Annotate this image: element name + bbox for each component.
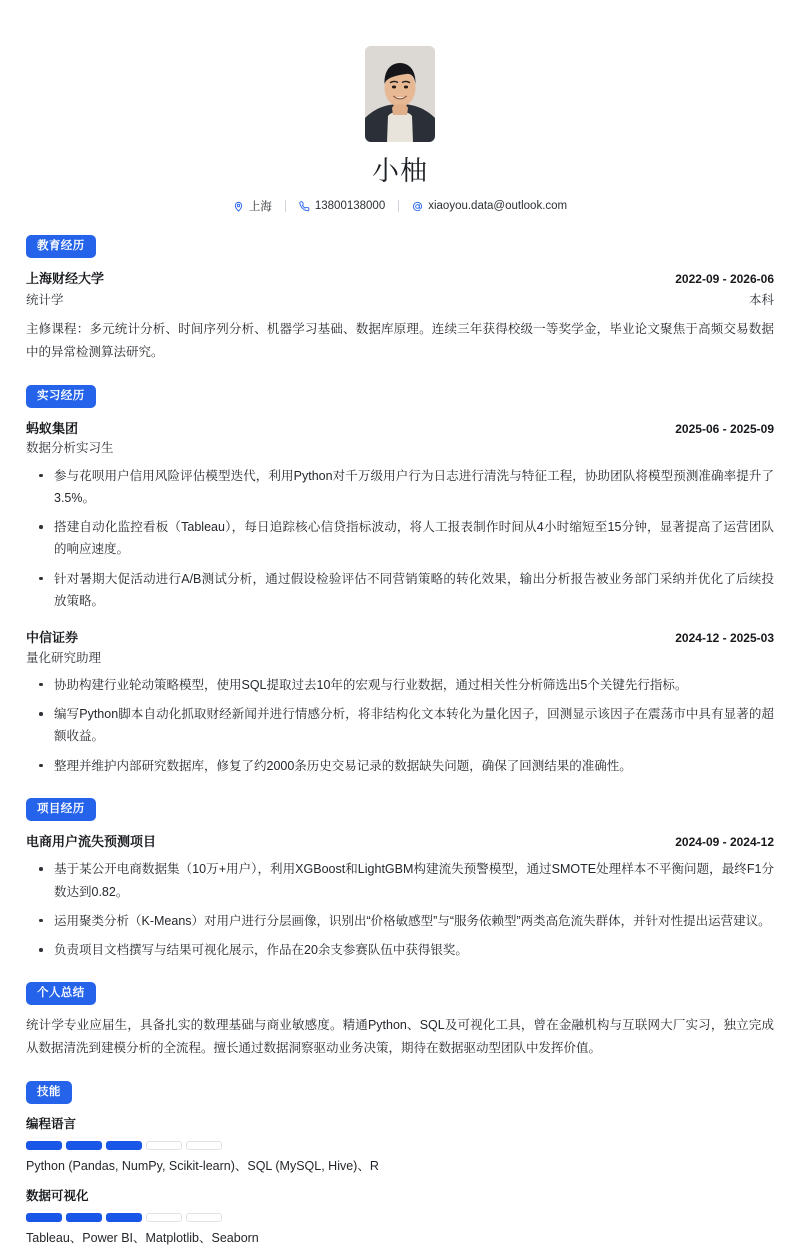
project-name: 电商用户流失预测项目 bbox=[26, 833, 157, 849]
skill-category-name: 编程语言 bbox=[26, 1117, 77, 1131]
list-item: 编写Python脚本自动化抓取财经新闻并进行情感分析，将非结构化文本转化为量化因子，回测显示该因子在震荡市中具有显著的超额收益。 bbox=[26, 703, 774, 748]
internship-entry bbox=[26, 420, 774, 612]
company-name: 蚂蚁集团 bbox=[26, 420, 79, 436]
entry-sub bbox=[26, 649, 774, 667]
page-title: 小柚 bbox=[372, 156, 428, 186]
location-pin-icon bbox=[233, 201, 244, 212]
contact-location bbox=[233, 198, 272, 214]
contact-location-text: 上海 bbox=[248, 201, 272, 214]
list-item: 负责项目文档撰写与结果可视化展示，作品在20余支参赛队伍中获得银奖。 bbox=[26, 939, 774, 961]
internship-date: 2025-06 - 2025-09 bbox=[675, 421, 774, 436]
list-item: 参与花呗用户信用风险评估模型迭代，利用Python对千万级用户行为日志进行清洗与特征工程，协助团队将模型预测准确率提升了3.5%。 bbox=[26, 465, 774, 510]
education-description: 主修课程：多元统计分析、时间序列分析、机器学习基础、数据库原理。连续三年获得校级一等奖学金，毕业论文聚焦于高频交易数据中的异常检测算法研究。 bbox=[26, 321, 774, 359]
job-title: 数据分析实习生 bbox=[26, 441, 114, 456]
section-badge-projects: 项目经历 bbox=[26, 798, 96, 821]
photo-wrapper bbox=[26, 46, 774, 142]
internship-entry bbox=[26, 629, 774, 777]
skill-segment-empty bbox=[186, 1213, 222, 1222]
skill-segment-empty bbox=[146, 1213, 182, 1222]
contact-phone-text: 13800138000 bbox=[314, 200, 386, 213]
section-skills bbox=[26, 1081, 774, 1247]
resume-header bbox=[26, 0, 774, 214]
skill-segment-empty bbox=[146, 1141, 182, 1150]
skill-segment-filled bbox=[26, 1213, 62, 1222]
phone-icon bbox=[299, 201, 310, 212]
section-badge-internship: 实习经历 bbox=[26, 385, 96, 408]
skill-segment-filled bbox=[106, 1213, 142, 1222]
avatar bbox=[365, 46, 435, 142]
skill-category-name: 数据可视化 bbox=[26, 1189, 89, 1204]
list-item: 基于某公开电商数据集（10万+用户），利用XGBoost和LightGBM构建流失预警模型，通过SMOTE处理样本不平衡问题，最终F1分数达到0.82。 bbox=[26, 858, 774, 903]
entry-sub bbox=[26, 290, 774, 309]
skill-segment-filled bbox=[106, 1141, 142, 1150]
skill-items-text: Python (Pandas, NumPy, Scikit-learn)、SQL (MySQL, Hive)、R bbox=[26, 1158, 379, 1173]
list-item: 针对暑期大促活动进行A/B测试分析，通过假设检验评估不同营销策略的转化效果，输出分析报告被业务部门采纳并优化了后续投放策略。 bbox=[26, 568, 774, 613]
project-entry bbox=[26, 833, 774, 962]
entry-head bbox=[26, 270, 774, 289]
contact-divider bbox=[285, 200, 286, 212]
section-badge-summary: 个人总结 bbox=[26, 982, 96, 1005]
skill-level-bars bbox=[26, 1213, 774, 1222]
section-education bbox=[26, 235, 774, 364]
list-item: 运用聚类分析（K-Means）对用户进行分层画像，识别出“价格敏感型”与“服务依赖型”两类高危流失群体，并针对性提出运营建议。 bbox=[26, 910, 774, 932]
internship-bullets bbox=[26, 465, 774, 613]
school-name: 上海财经大学 bbox=[26, 270, 105, 286]
entry-head bbox=[26, 833, 774, 852]
entry-head bbox=[26, 629, 774, 648]
skill-segment-filled bbox=[66, 1141, 102, 1150]
major-name: 统计学 bbox=[26, 292, 64, 307]
education-entry bbox=[26, 270, 774, 364]
internship-date: 2024-12 - 2025-03 bbox=[675, 631, 774, 646]
contact-phone bbox=[299, 200, 385, 212]
skill-level-bars bbox=[26, 1141, 774, 1150]
contact-email-text: xiaoyou.data@outlook.com bbox=[428, 200, 568, 213]
list-item: 整理并维护内部研究数据库，修复了约2000条历史交易记录的数据缺失问题，确保了回测结果的准确性。 bbox=[26, 755, 774, 777]
skill-segment-filled bbox=[26, 1141, 62, 1150]
contact-email bbox=[412, 200, 567, 212]
section-internship bbox=[26, 385, 774, 777]
contact-divider bbox=[398, 200, 399, 212]
job-title: 量化研究助理 bbox=[26, 650, 102, 665]
section-badge-skills: 技能 bbox=[26, 1081, 72, 1104]
skill-segment-empty bbox=[186, 1141, 222, 1150]
project-bullets bbox=[26, 858, 774, 961]
section-summary bbox=[26, 982, 774, 1060]
skill-group bbox=[26, 1116, 774, 1175]
skill-group bbox=[26, 1188, 774, 1247]
contact-row bbox=[26, 198, 774, 214]
section-projects bbox=[26, 798, 774, 961]
internship-bullets bbox=[26, 674, 774, 777]
section-badge-education: 教育经历 bbox=[26, 235, 96, 258]
summary-text: 统计学专业应届生，具备扎实的数理基础与商业敏感度。精通Python、SQL及可视化工具，曾在金融机构与互联网大厂实习，独立完成从数据清洗到建模分析的全流程。擅长通过数据洞察驱动业务决策，期待在数据驱动型团队中发挥价值。 bbox=[26, 1018, 774, 1056]
entry-sub bbox=[26, 439, 774, 457]
list-item: 搭建自动化监控看板（Tableau），每日追踪核心信贷指标波动，将人工报表制作时间从4小时缩短至15分钟，显著提高了运营团队的响应速度。 bbox=[26, 516, 774, 561]
education-date: 2022-09 - 2026-06 bbox=[675, 271, 774, 286]
skill-segment-filled bbox=[66, 1213, 102, 1222]
company-name: 中信证券 bbox=[26, 630, 79, 646]
project-date: 2024-09 - 2024-12 bbox=[675, 834, 774, 849]
skill-items-text: Tableau、Power BI、Matplotlib、Seaborn bbox=[26, 1230, 259, 1245]
entry-head bbox=[26, 420, 774, 439]
email-at-icon bbox=[412, 201, 423, 212]
list-item: 协助构建行业轮动策略模型，使用SQL提取过去10年的宏观与行业数据，通过相关性分析筛选出5个关键先行指标。 bbox=[26, 674, 774, 696]
degree-level: 本科 bbox=[748, 292, 774, 307]
